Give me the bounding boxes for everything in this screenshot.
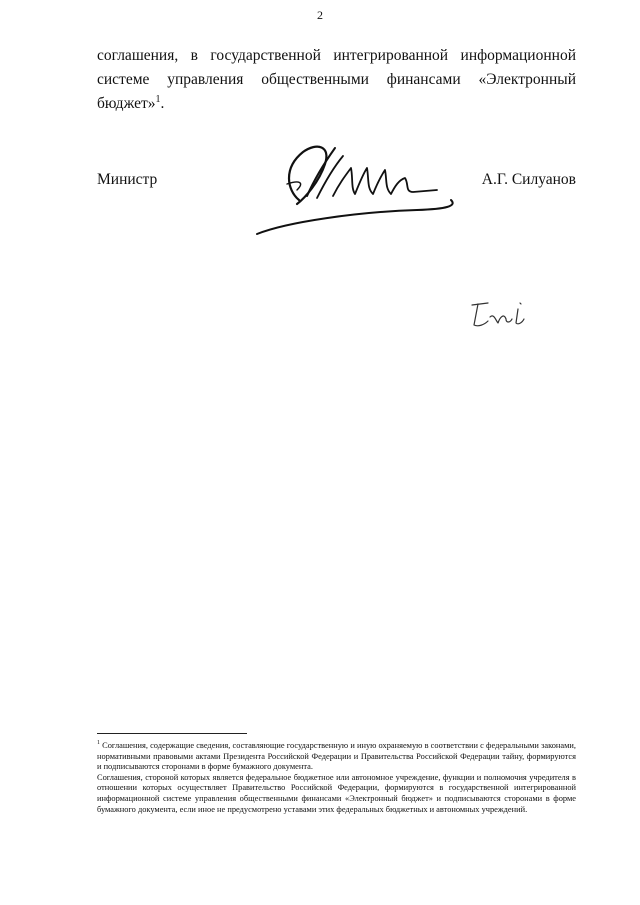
footnote-reference: 1 (155, 93, 161, 105)
footnote-1 (97, 741, 576, 773)
footnote-text-2: Соглашения, стороной которых является федеральное бюджетное или автономное учреждение, функции и полномочия учредителя в отношении которых осуществляет Правительство Российской Федерации, формируются в государственной интегрированной информационной системе управления общественными финансами «Электронный бюджет» и подписываются сторонами в форме бумажного документа, если иное не предусмотрено уставами этих федеральных бюджетных и автономных учреждений. (97, 772, 576, 814)
footnotes (97, 741, 576, 815)
signature-block (97, 166, 576, 236)
footnote-marker: 1 (97, 740, 100, 747)
body-text: соглашения, в государственной интегрированной информационной системе управления общественными финансами «Электронный бюджет» (97, 47, 576, 112)
handwritten-signature (247, 138, 477, 238)
signer-name: А.Г. Силуанов (481, 171, 576, 188)
page-number: 2 (317, 8, 323, 22)
handwritten-initials (466, 295, 536, 335)
footnote-separator (97, 733, 247, 734)
body-paragraph: соглашения, в государственной интегрированной информационной системе управления общественными финансами «Электронный бюджет»$^1$. (97, 47, 576, 112)
footnote-text-1: Соглашения, содержащие сведения, составляющие государственную и иную охраняемую в соответствии с федеральными законами, нормативными правовыми актами Президента Российской Федерации и Правительства Российской Федерации тайну, формируются и подписываются сторонами в форме бумажного документа. (97, 741, 576, 772)
footnote-2 (97, 773, 576, 815)
signer-title: Министр (97, 171, 158, 188)
